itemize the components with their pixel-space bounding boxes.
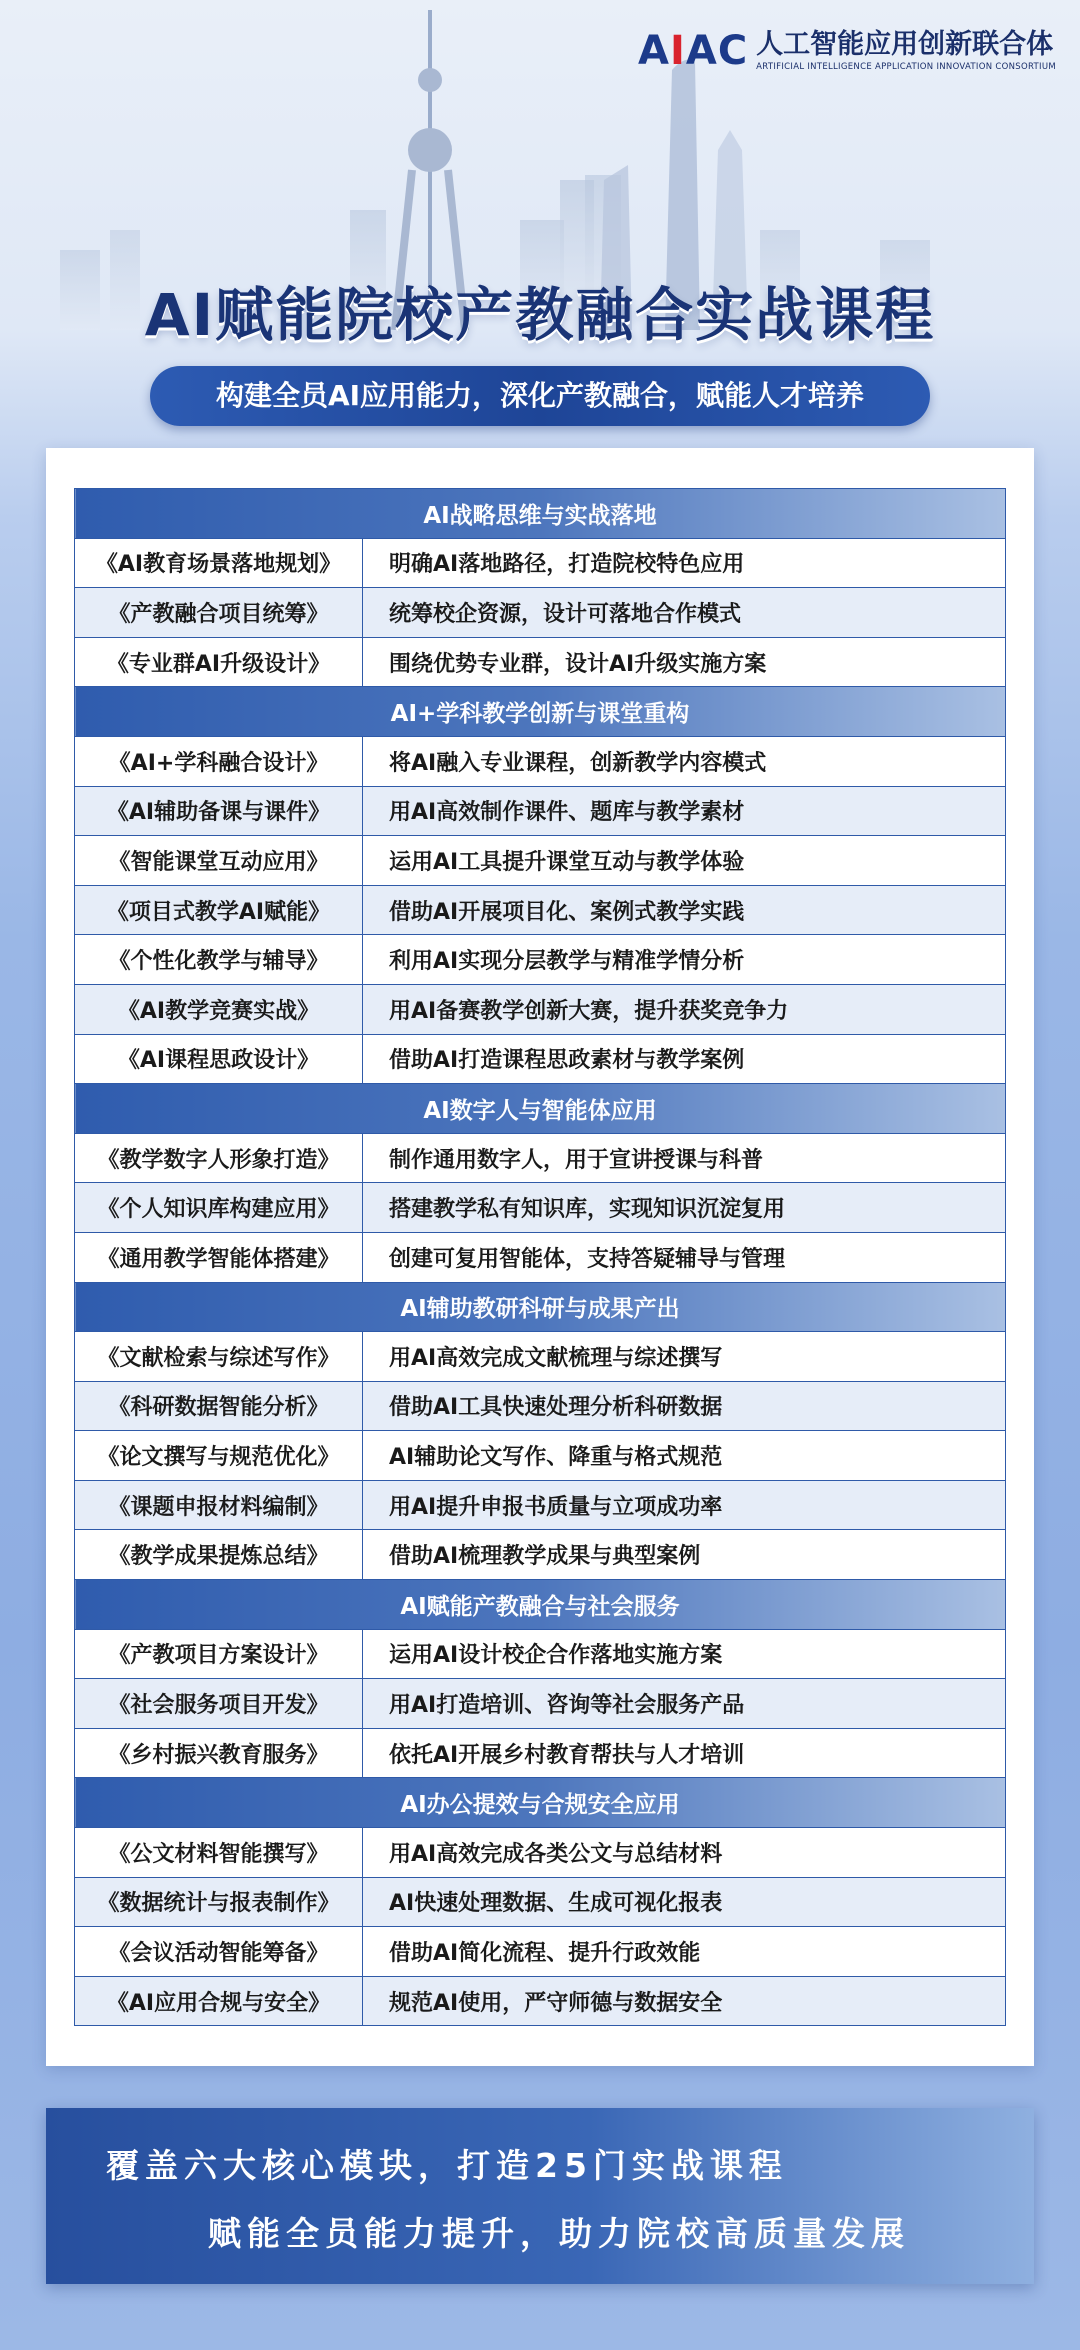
course-row (75, 637, 1006, 687)
course-description: 借助AI打造课程思政素材与教学案例 (363, 1034, 1006, 1084)
summary-line-1: 覆盖六大核心模块，打造25门实战课程 (106, 2146, 788, 2185)
course-row (75, 1034, 1006, 1084)
course-name: 《通用教学智能体搭建》 (75, 1232, 363, 1282)
course-table (74, 488, 1006, 2026)
course-description: 用AI高效完成各类公文与总结材料 (363, 1828, 1006, 1878)
section-title: AI赋能产教融合与社会服务 (75, 1580, 1006, 1630)
course-name: 《智能课堂互动应用》 (75, 836, 363, 886)
course-description: 用AI备赛教学创新大赛，提升获奖竞争力 (363, 984, 1006, 1034)
course-description: 围绕优势专业群，设计AI升级实施方案 (363, 637, 1006, 687)
section-title: AI辅助教研科研与成果产出 (75, 1282, 1006, 1332)
course-description: 借助AI梳理教学成果与典型案例 (363, 1530, 1006, 1580)
section-title: AI+学科教学创新与课堂重构 (75, 687, 1006, 737)
course-description: 依托AI开展乡村教育帮扶与人才培训 (363, 1728, 1006, 1778)
course-description: 借助AI开展项目化、案例式教学实践 (363, 885, 1006, 935)
course-description: 搭建教学私有知识库，实现知识沉淀复用 (363, 1183, 1006, 1233)
course-description: AI快速处理数据、生成可视化报表 (363, 1877, 1006, 1927)
course-name: 《AI教学竞赛实战》 (75, 984, 363, 1034)
course-row (75, 588, 1006, 638)
course-description: 制作通用数字人，用于宣讲授课与科普 (363, 1133, 1006, 1183)
logo-name-cn: 人工智能应用创新联合体 (756, 29, 1054, 60)
course-name: 《AI+学科融合设计》 (75, 736, 363, 786)
course-description: 明确AI落地路径，打造院校特色应用 (363, 538, 1006, 588)
logo-text (756, 30, 1056, 72)
course-description: 将AI融入专业课程，创新教学内容模式 (363, 736, 1006, 786)
course-name: 《个人知识库构建应用》 (75, 1183, 363, 1233)
course-row (75, 935, 1006, 985)
summary-banner (46, 2108, 1034, 2284)
course-name: 《教学数字人形象打造》 (75, 1133, 363, 1183)
course-row (75, 1728, 1006, 1778)
course-name: 《教学成果提炼总结》 (75, 1530, 363, 1580)
course-row (75, 1431, 1006, 1481)
course-name: 《项目式教学AI赋能》 (75, 885, 363, 935)
subtitle-banner: 构建全员AI应用能力，深化产教融合，赋能人才培养 (150, 366, 930, 426)
course-description: 用AI提升申报书质量与立项成功率 (363, 1480, 1006, 1530)
course-row (75, 1232, 1006, 1282)
course-name: 《乡村振兴教育服务》 (75, 1728, 363, 1778)
course-name: 《产教项目方案设计》 (75, 1629, 363, 1679)
course-row (75, 1530, 1006, 1580)
course-row (75, 1828, 1006, 1878)
course-name: 《AI辅助备课与课件》 (75, 786, 363, 836)
course-name: 《公文材料智能撰写》 (75, 1828, 363, 1878)
course-description: 运用AI设计校企合作落地实施方案 (363, 1629, 1006, 1679)
course-row (75, 836, 1006, 886)
course-description: 运用AI工具提升课堂互动与教学体验 (363, 836, 1006, 886)
course-description: 规范AI使用，严守师德与数据安全 (363, 1976, 1006, 2026)
course-description: 利用AI实现分层教学与精准学情分析 (363, 935, 1006, 985)
course-name: 《产教融合项目统筹》 (75, 588, 363, 638)
section-header-row (75, 687, 1006, 737)
section-header-row (75, 1282, 1006, 1332)
course-name: 《课题申报材料编制》 (75, 1480, 363, 1530)
course-name: 《数据统计与报表制作》 (75, 1877, 363, 1927)
course-description: 用AI高效完成文献梳理与综述撰写 (363, 1332, 1006, 1382)
aiac-logo-mark: AIAC (638, 27, 749, 74)
section-header-row (75, 1580, 1006, 1630)
course-row (75, 1133, 1006, 1183)
course-name: 《个性化教学与辅导》 (75, 935, 363, 985)
course-description: 统筹校企资源，设计可落地合作模式 (363, 588, 1006, 638)
section-header-row (75, 1084, 1006, 1134)
section-title: AI办公提效与合规安全应用 (75, 1778, 1006, 1828)
section-title: AI战略思维与实战落地 (75, 489, 1006, 539)
course-name: 《论文撰写与规范优化》 (75, 1431, 363, 1481)
course-row (75, 736, 1006, 786)
course-row (75, 786, 1006, 836)
course-row (75, 538, 1006, 588)
course-row (75, 885, 1006, 935)
course-row (75, 1381, 1006, 1431)
course-name: 《会议活动智能筹备》 (75, 1927, 363, 1977)
course-description: 借助AI工具快速处理分析科研数据 (363, 1381, 1006, 1431)
brand-logo (638, 27, 1056, 74)
course-table-card (46, 448, 1034, 2066)
section-header-row (75, 1778, 1006, 1828)
course-name: 《专业群AI升级设计》 (75, 637, 363, 687)
course-row (75, 1976, 1006, 2026)
course-name: 《AI应用合规与安全》 (75, 1976, 363, 2026)
course-row (75, 1927, 1006, 1977)
section-title: AI数字人与智能体应用 (75, 1084, 1006, 1134)
course-row (75, 1877, 1006, 1927)
course-row (75, 1183, 1006, 1233)
course-name: 《文献检索与综述写作》 (75, 1332, 363, 1382)
course-row (75, 1480, 1006, 1530)
course-name: 《社会服务项目开发》 (75, 1679, 363, 1729)
course-description: 借助AI简化流程、提升行政效能 (363, 1927, 1006, 1977)
course-row (75, 1679, 1006, 1729)
course-description: AI辅助论文写作、降重与格式规范 (363, 1431, 1006, 1481)
course-description: 用AI高效制作课件、题库与教学素材 (363, 786, 1006, 836)
course-row (75, 1629, 1006, 1679)
course-description: 创建可复用智能体，支持答疑辅导与管理 (363, 1232, 1006, 1282)
section-header-row (75, 489, 1006, 539)
course-row (75, 984, 1006, 1034)
course-name: 《科研数据智能分析》 (75, 1381, 363, 1431)
page-title: AI赋能院校产教融合实战课程 (144, 281, 936, 349)
course-name: 《AI教育场景落地规划》 (75, 538, 363, 588)
course-description: 用AI打造培训、咨询等社会服务产品 (363, 1679, 1006, 1729)
course-row (75, 1332, 1006, 1382)
logo-name-en: ARTIFICIAL INTELLIGENCE APPLICATION INNOVATION CONSORTIUM (756, 61, 1056, 72)
course-name: 《AI课程思政设计》 (75, 1034, 363, 1084)
summary-line-2: 赋能全员能力提升，助力院校高质量发展 (208, 2214, 910, 2253)
